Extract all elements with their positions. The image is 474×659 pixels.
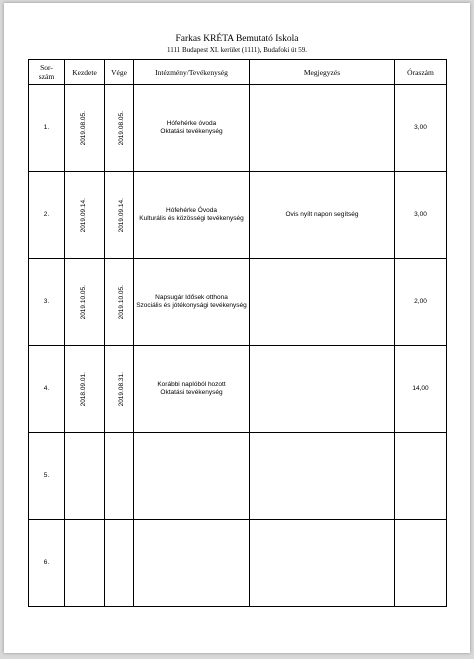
end-date-text: 2019.08.31. [117,371,125,407]
end-date [105,433,134,520]
document-header [4,33,470,55]
start-date [65,346,105,433]
table-row [29,433,447,520]
institution-cell [134,172,250,259]
activity-type: Oktatási tevékenység [160,128,223,135]
row-number: 6. [29,520,65,607]
start-date-text: 2018.09.01. [80,371,88,407]
institution-cell [134,520,250,607]
school-name: Farkas KRÉTA Bemutató Iskola [175,34,299,44]
note-cell [250,346,395,433]
institution-cell [134,433,250,520]
end-date [105,259,134,346]
note-cell [250,85,395,172]
start-date [65,259,105,346]
note-cell [250,259,395,346]
start-date [65,172,105,259]
table-row [29,85,447,172]
start-date [65,520,105,607]
table-row [29,346,447,433]
institution-cell [134,85,250,172]
activity-table [28,59,447,607]
table-header-row [29,60,447,85]
start-date [65,433,105,520]
end-date [105,172,134,259]
end-date [105,520,134,607]
institution-cell [134,259,250,346]
hours-cell: 3,00 [395,85,447,172]
row-number: 1. [29,85,65,172]
header-number: Sor- szám [29,60,65,85]
row-number: 2. [29,172,65,259]
hours-cell [395,433,447,520]
institution-name: Hófehérke Óvoda [166,206,217,214]
header-start: Kezdete [65,60,105,85]
activity-type: Kulturális és közösségi tevékenység [139,215,244,222]
start-date-text: 2019.09.14. [80,197,88,233]
start-date [65,85,105,172]
hours-cell: 2,00 [395,259,447,346]
header-institution: Intézmény/Tevékenység [134,60,250,85]
start-date-text: 2019.10.05. [80,284,88,320]
header-hours: Óraszám [395,60,447,85]
note-cell: Ovis nyílt napon segítség [250,172,395,259]
table-row [29,172,447,259]
note-cell [250,520,395,607]
institution-name: Napsugár Idősek otthona [155,293,228,301]
institution-name: Hófehérke óvoda [166,119,217,127]
document-page [4,3,470,653]
institution-name: Korábbi naplóból hozott [157,380,226,388]
note-cell [250,433,395,520]
header-note: Megjegyzés [250,60,395,85]
row-number: 4. [29,346,65,433]
institution-cell [134,346,250,433]
table-row [29,259,447,346]
hours-cell: 3,00 [395,172,447,259]
row-number: 5. [29,433,65,520]
end-date-text: 2019.10.05. [117,284,125,320]
header-end: Vége [105,60,134,85]
activity-type: Szociális és jótékonysági tevékenység [136,302,247,309]
end-date [105,85,134,172]
table-row [29,520,447,607]
end-date-text: 2019.09.14. [117,197,125,233]
school-address: 1111 Budapest XI. kerület (1111), Budafoki út 59. [167,46,307,54]
row-number: 3. [29,259,65,346]
start-date-text: 2019.08.05. [80,110,88,146]
activity-type: Oktatási tevékenység [160,389,223,396]
hours-cell [395,520,447,607]
end-date [105,346,134,433]
end-date-text: 2019.08.05. [117,110,125,146]
hours-cell: 14,00 [395,346,447,433]
